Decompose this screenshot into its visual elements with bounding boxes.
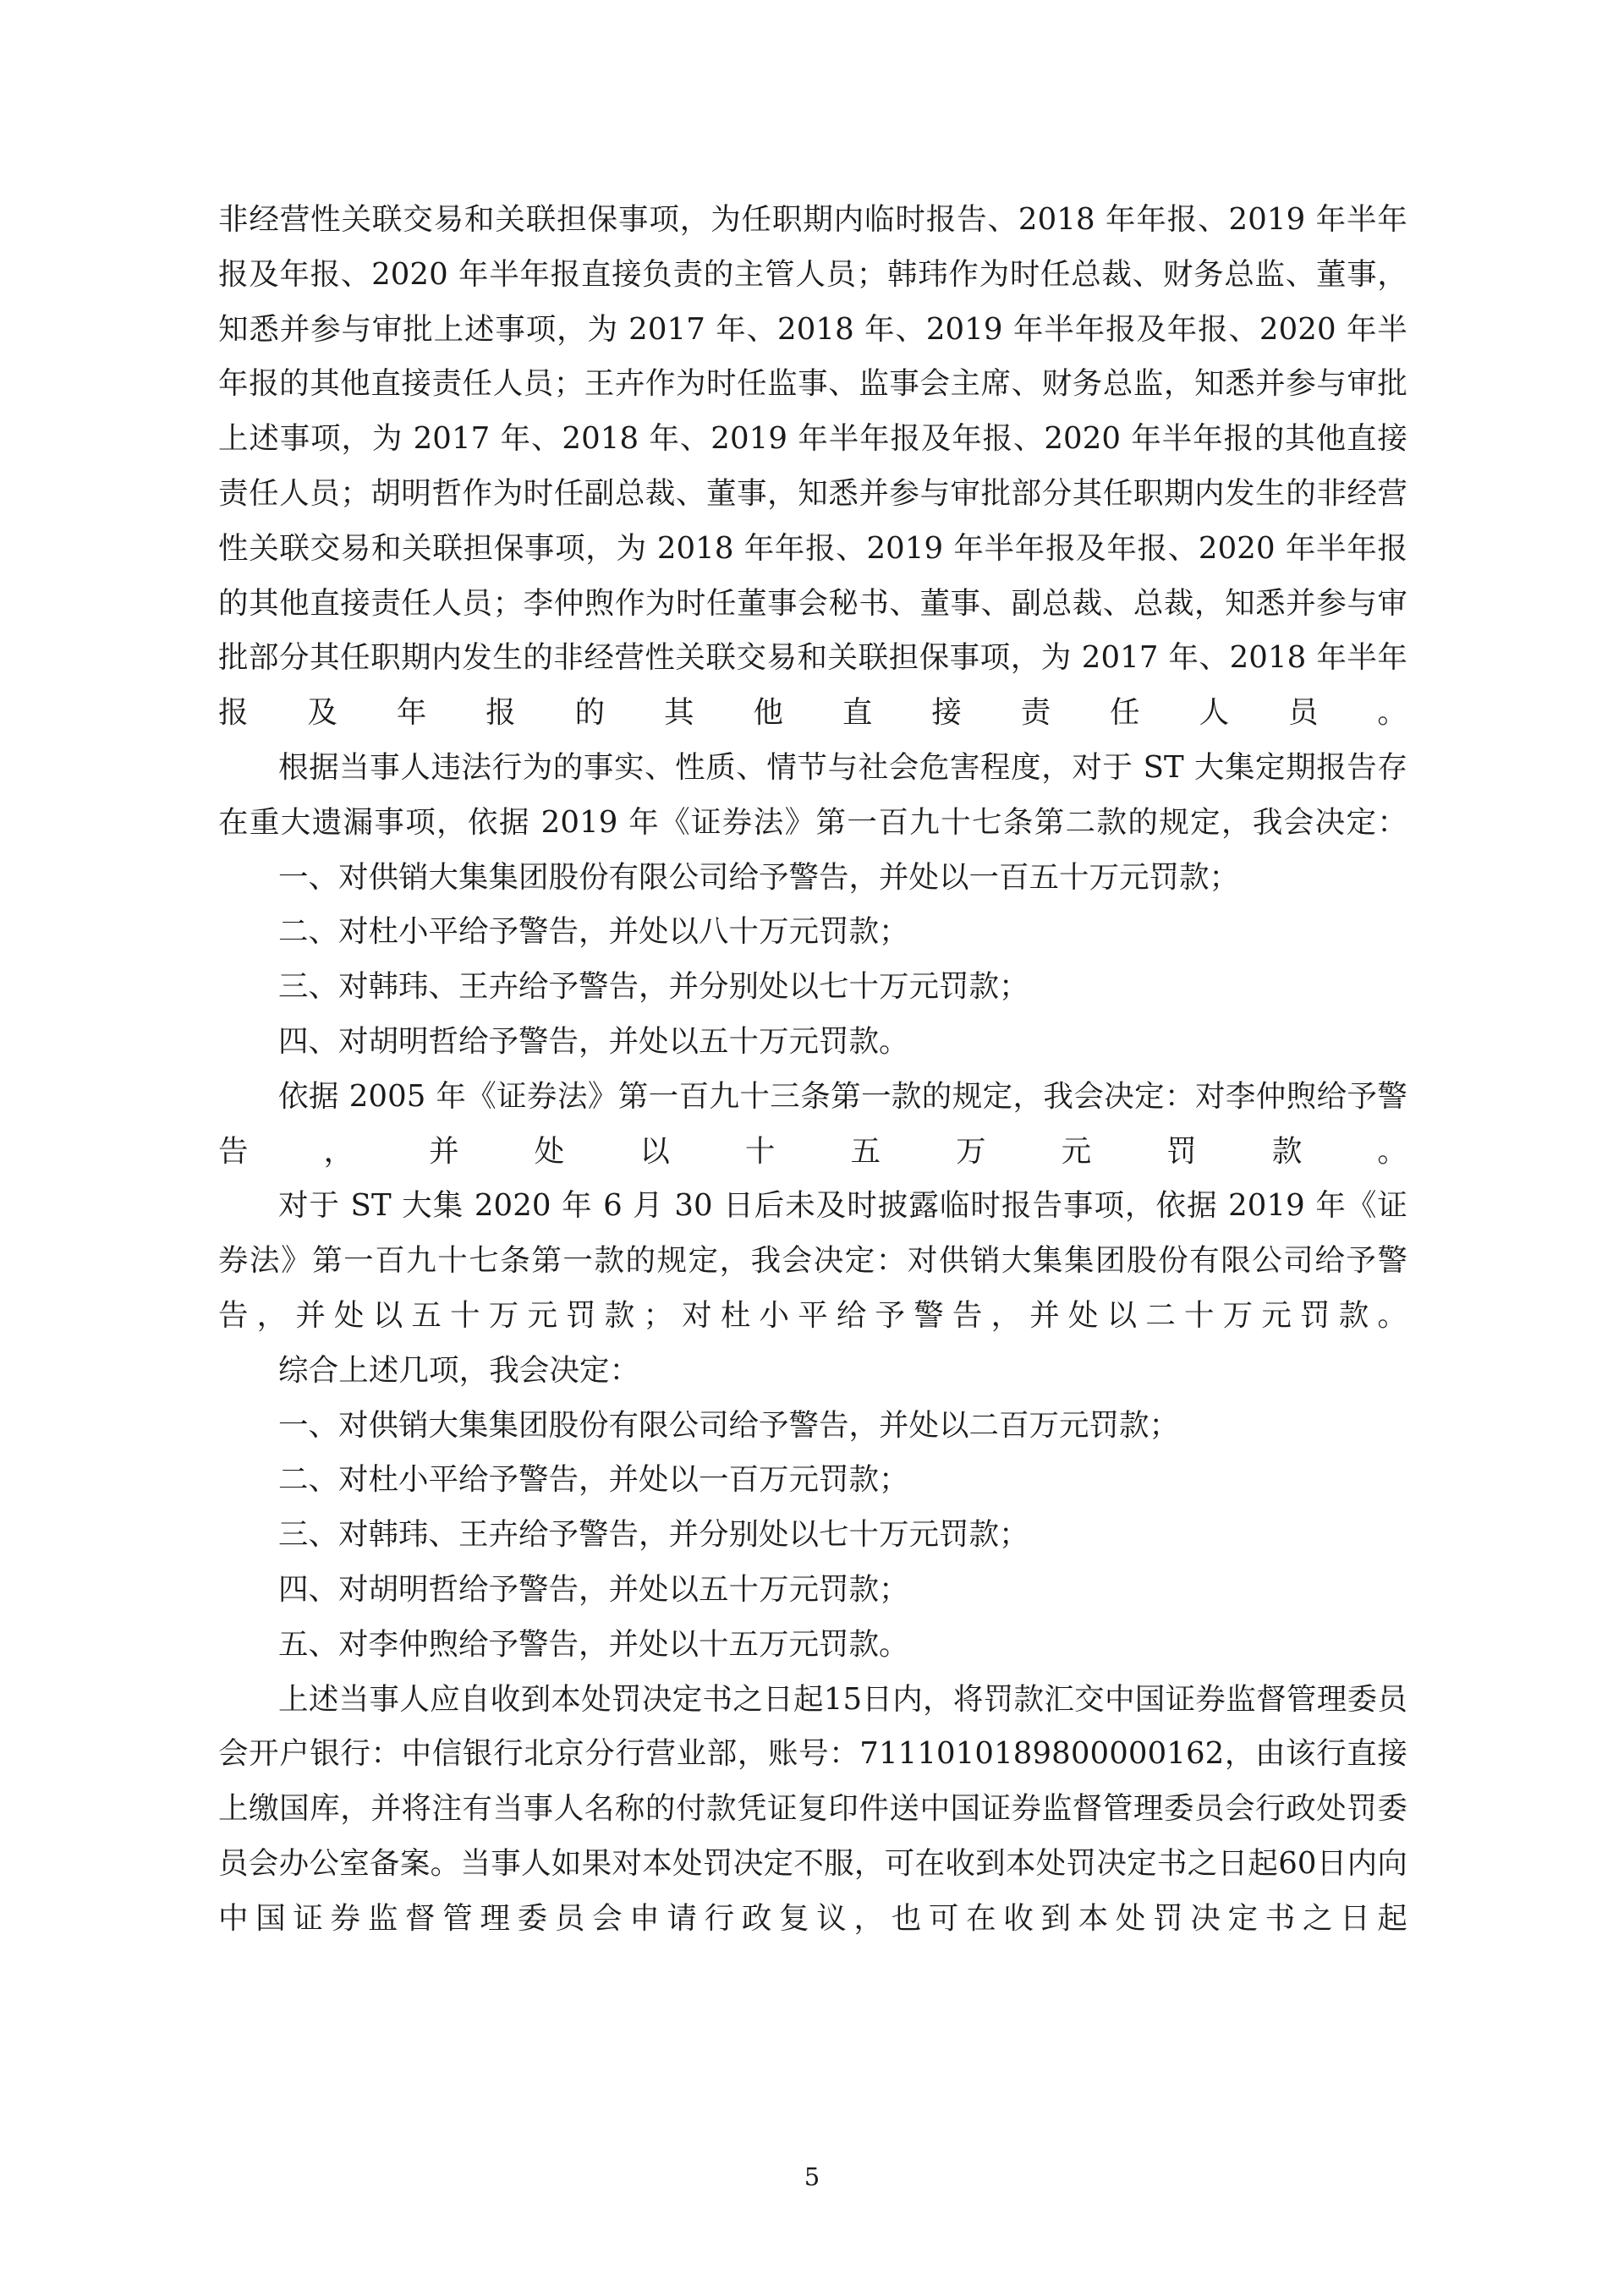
page-number: 5 [804, 2162, 820, 2191]
list-item-combined-decision-1: 一、对供销大集集团股份有限公司给予警告，并处以二百万元罚款； [278, 1407, 1180, 1443]
paragraph-combined-decision-intro: 综合上述几项，我会决定： [278, 1352, 640, 1388]
list-item-first-decision-3: 三、对韩玮、王卉给予警告，并分别处以七十万元罚款； [278, 969, 1029, 1005]
document-body [218, 193, 1407, 1947]
list-item-combined-decision-2: 二、对杜小平给予警告，并处以一百万元罚款； [278, 1462, 909, 1498]
list-item-combined-decision-4: 四、对胡明哲给予警告，并处以五十万元罚款； [278, 1571, 909, 1607]
list-item-combined-decision-5: 五、对李仲煦给予警告，并处以十五万元罚款。 [278, 1626, 909, 1662]
paragraph-payment-and-appeal-instructions: 上述当事人应自收到本处罚决定书之日起15日内，将罚款汇交中国证券监督管理委员会开户银行：中信银行北京分行营业部，账号：7111010189800000162，由该行直接上缴国库，并将注有当事人名称的付款凭证复印件送中国证券监督管理委员会行政处罚委员会办公室备案。当事人如果对本处罚决定不服，可在收到本处罚决定书之日起60日内向中国证券监督管理委员会申请行政复议，也可在收到本处罚决定书之日起 [218, 1681, 1407, 1936]
list-item-first-decision-4: 四、对胡明哲给予警告，并处以五十万元罚款。 [278, 1023, 909, 1059]
list-item-combined-decision-3: 三、对韩玮、王卉给予警告，并分别处以七十万元罚款； [278, 1517, 1029, 1553]
paragraph-temporary-report-decision: 对于 ST 大集 2020 年 6 月 30 日后未及时披露临时报告事项，依据 2019 年《证券法》第一百九十七条第一款的规定，我会决定：对供销大集集团股份有限公司给予警告，并处以五十万元罚款；对杜小平给予警告，并处以二十万元罚款。 [218, 1188, 1407, 1333]
paragraph-legal-basis-2019: 根据当事人违法行为的事实、性质、情节与社会危害程度，对于 ST 大集定期报告存在重大遗漏事项，依据 2019 年《证券法》第一百九十七条第二款的规定，我会决定： [218, 749, 1407, 840]
list-item-first-decision-2: 二、对杜小平给予警告，并处以八十万元罚款； [278, 914, 909, 950]
paragraph-responsible-persons: 非经营性关联交易和关联担保事项，为任职期内临时报告、2018 年年报、2019 年半年报及年报、2020 年半年报直接负责的主管人员；韩玮作为时任总裁、财务总监、董事，知悉并参与审批上述事项，为 2017 年、2018 年、2019 年半年报及年报、2020 年半年报的其他直接责任人员；王卉作为时任监事、监事会主席、财务总监，知悉并参与审批上述事项，为 2017 年、2018 年、2019 年半年报及年报、2020 年半年报的其他直接责任人员；胡明哲作为时任副总裁、董事，知悉并参与审批部分其任职期内发生的非经营性关联交易和关联担保事项，为 2018 年年报、2019 年半年报及年报、2020 年半年报的其他直接责任人员；李仲煦作为时任董事会秘书、董事、副总裁、总裁，知悉并参与审批部分其任职期内发生的非经营性关联交易和关联担保事项，为 2017 年、2018 年半年报及年报的其他直接责任人员。 [218, 202, 1407, 731]
list-item-first-decision-1: 一、对供销大集集团股份有限公司给予警告，并处以一百五十万元罚款； [278, 859, 1240, 895]
paragraph-legal-basis-2005: 依据 2005 年《证券法》第一百九十三条第一款的规定，我会决定：对李仲煦给予警告，并处以十五万元罚款。 [218, 1078, 1407, 1169]
